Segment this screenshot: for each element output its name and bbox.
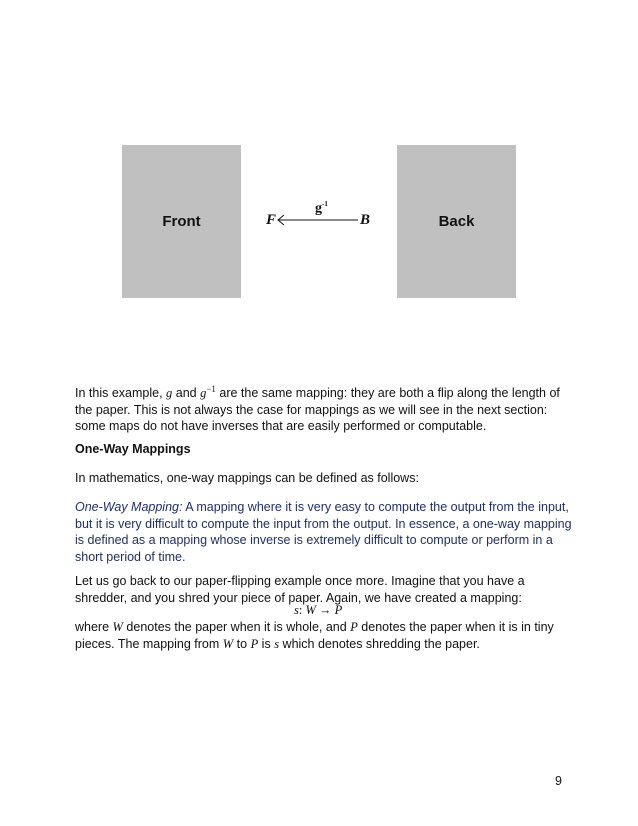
- section-heading: One-Way Mappings: [75, 442, 191, 456]
- back-label: Back: [438, 213, 475, 230]
- paragraph-mapping-explanation: where W denotes the paper when it is whole, and P denotes the paper when it is in tiny pieces. The mapping from W to P is s which denotes shredding the paper.: [75, 620, 554, 651]
- definition-block: One-Way Mapping: A mapping where it is very easy to compute the output from the input, but it is very difficult to compute the input from the output. In essence, a one-way mapping is defined as a mapping whose inverse is extremely difficult to compute or perform in a short period of time.: [75, 500, 572, 564]
- front-label: Front: [162, 213, 201, 230]
- paragraph-inverse-example: In this example, g and $g^{-1}$ are the same mapping: they are both a flip along the length of the paper. This is not always the case for mappings as we will see in the next section: some maps do not have inverses that are easily performed or computable.: [75, 384, 560, 434]
- front-box: [122, 145, 241, 298]
- paragraph-shredder: Let us go back to our paper-flipping example once more. Imagine that you have a shredder, and you shred your piece of paper. Again, we have created a mapping:: [75, 574, 525, 605]
- paragraph-intro: In mathematics, one-way mappings can be defined as follows:: [75, 471, 419, 485]
- inverse-map-label: $g^{-1}$: [315, 200, 328, 216]
- page-number: 9: [555, 774, 562, 788]
- back-box: [397, 145, 516, 298]
- back-symbol: B: [360, 212, 371, 228]
- mapping-formula: s: W → P: [294, 603, 343, 617]
- front-symbol: F: [266, 212, 277, 228]
- definition-term: One-Way Mapping:: [75, 500, 183, 514]
